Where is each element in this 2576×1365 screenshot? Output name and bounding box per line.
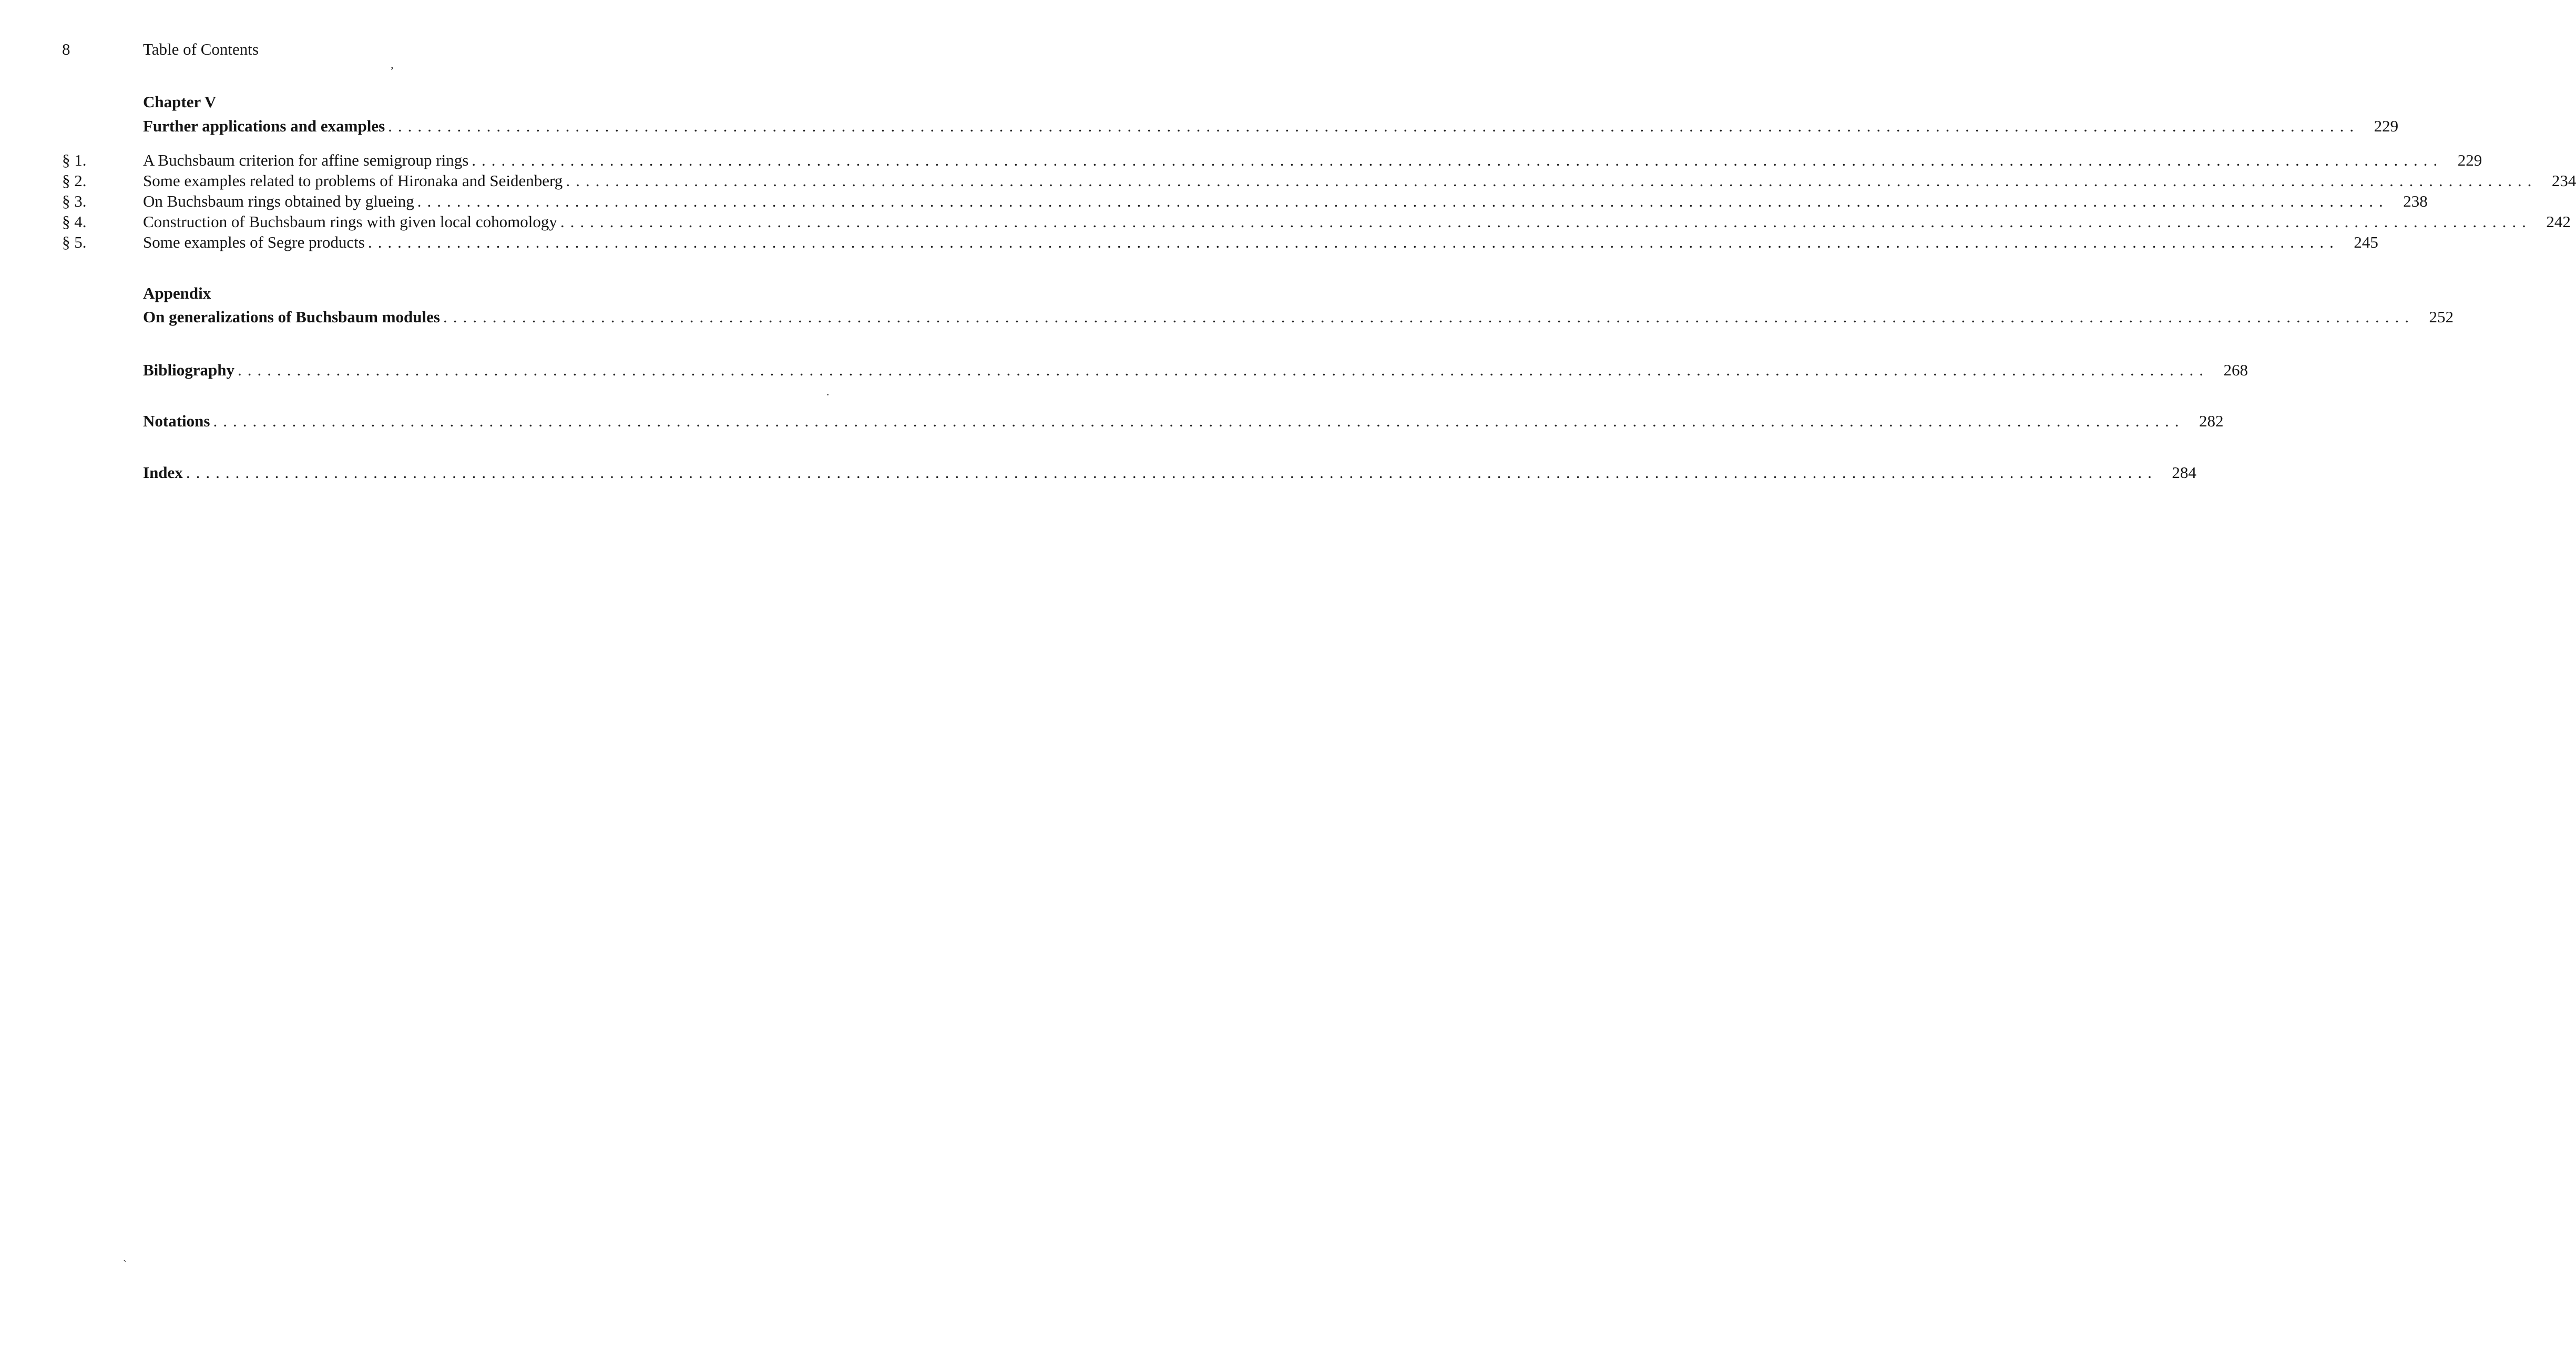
section-title: Construction of Buchsbaum rings with given local cohomology	[143, 212, 557, 231]
chapter-label: Chapter V	[143, 93, 217, 111]
page-ref: 229	[2457, 151, 2482, 169]
page-ref: 268	[2223, 361, 2248, 379]
toc-entry-section[interactable]	[143, 192, 2428, 214]
dot-leader: ........................................................................................................................................................................................................	[388, 117, 2360, 135]
scan-speck: ’	[390, 64, 394, 77]
section-title: Some examples of Segre products	[143, 233, 365, 251]
scan-speck: `	[123, 1258, 127, 1271]
section-title: A Buchsbaum criterion for affine semigroup rings	[143, 151, 469, 169]
scan-speck: ·	[826, 388, 830, 401]
dot-leader: ........................................................................................................................................................................................................	[472, 151, 2444, 169]
page-ref: 252	[2429, 308, 2454, 326]
toc-entry-section[interactable]	[143, 171, 2576, 193]
page-ref: 242	[2546, 212, 2571, 231]
dot-leader: ........................................................................................................................................................................................................	[186, 463, 2158, 482]
toc-entry-section[interactable]	[143, 212, 2571, 235]
toc-entry-section[interactable]	[143, 151, 2482, 173]
page-ref: 229	[2374, 117, 2399, 135]
toc-entry-chapter-v[interactable]	[143, 117, 2399, 139]
page-ref: 238	[2403, 192, 2428, 210]
dot-leader: ........................................................................................................................................................................................................	[417, 192, 2389, 210]
page-ref: 234	[2551, 171, 2576, 190]
chapter-title: Further applications and examples	[143, 117, 385, 135]
page-ref: 284	[2172, 463, 2196, 482]
section-number: § 2.	[62, 171, 87, 190]
index-title: Index	[143, 463, 183, 482]
section-title: Some examples related to problems of Hironaka and Seidenberg	[143, 171, 563, 190]
toc-entry-section[interactable]	[143, 233, 2378, 255]
dot-leader: ........................................................................................................................................................................................................	[367, 233, 2339, 251]
page-number: 8	[62, 40, 70, 58]
notations-title: Notations	[143, 412, 210, 430]
dot-leader: ........................................................................................................................................................................................................	[213, 412, 2185, 430]
appendix-label: Appendix	[143, 284, 211, 302]
section-number: § 4.	[62, 212, 87, 231]
page-header	[62, 40, 840, 63]
section-number: § 3.	[62, 192, 87, 210]
toc-entry-appendix[interactable]	[143, 308, 2454, 330]
page-ref: 245	[2354, 233, 2378, 251]
dot-leader: ........................................................................................................................................................................................................	[560, 212, 2532, 231]
section-number: § 1.	[62, 151, 87, 169]
page-ref: 282	[2199, 412, 2224, 430]
running-head: Table of Contents	[143, 40, 259, 58]
section-number: § 5.	[62, 233, 87, 251]
dot-leader: ........................................................................................................................................................................................................	[566, 171, 2538, 190]
appendix-title: On generalizations of Buchsbaum modules	[143, 308, 440, 326]
section-title: On Buchsbaum rings obtained by glueing	[143, 192, 414, 210]
toc-entry-index[interactable]	[143, 463, 2196, 485]
dot-leader: ........................................................................................................................................................................................................	[238, 361, 2209, 379]
bibliography-title: Bibliography	[143, 361, 234, 379]
dot-leader: ........................................................................................................................................................................................................	[443, 308, 2415, 326]
toc-entry-notations[interactable]	[143, 412, 2224, 434]
toc-entry-bibliography[interactable]	[143, 361, 2248, 383]
